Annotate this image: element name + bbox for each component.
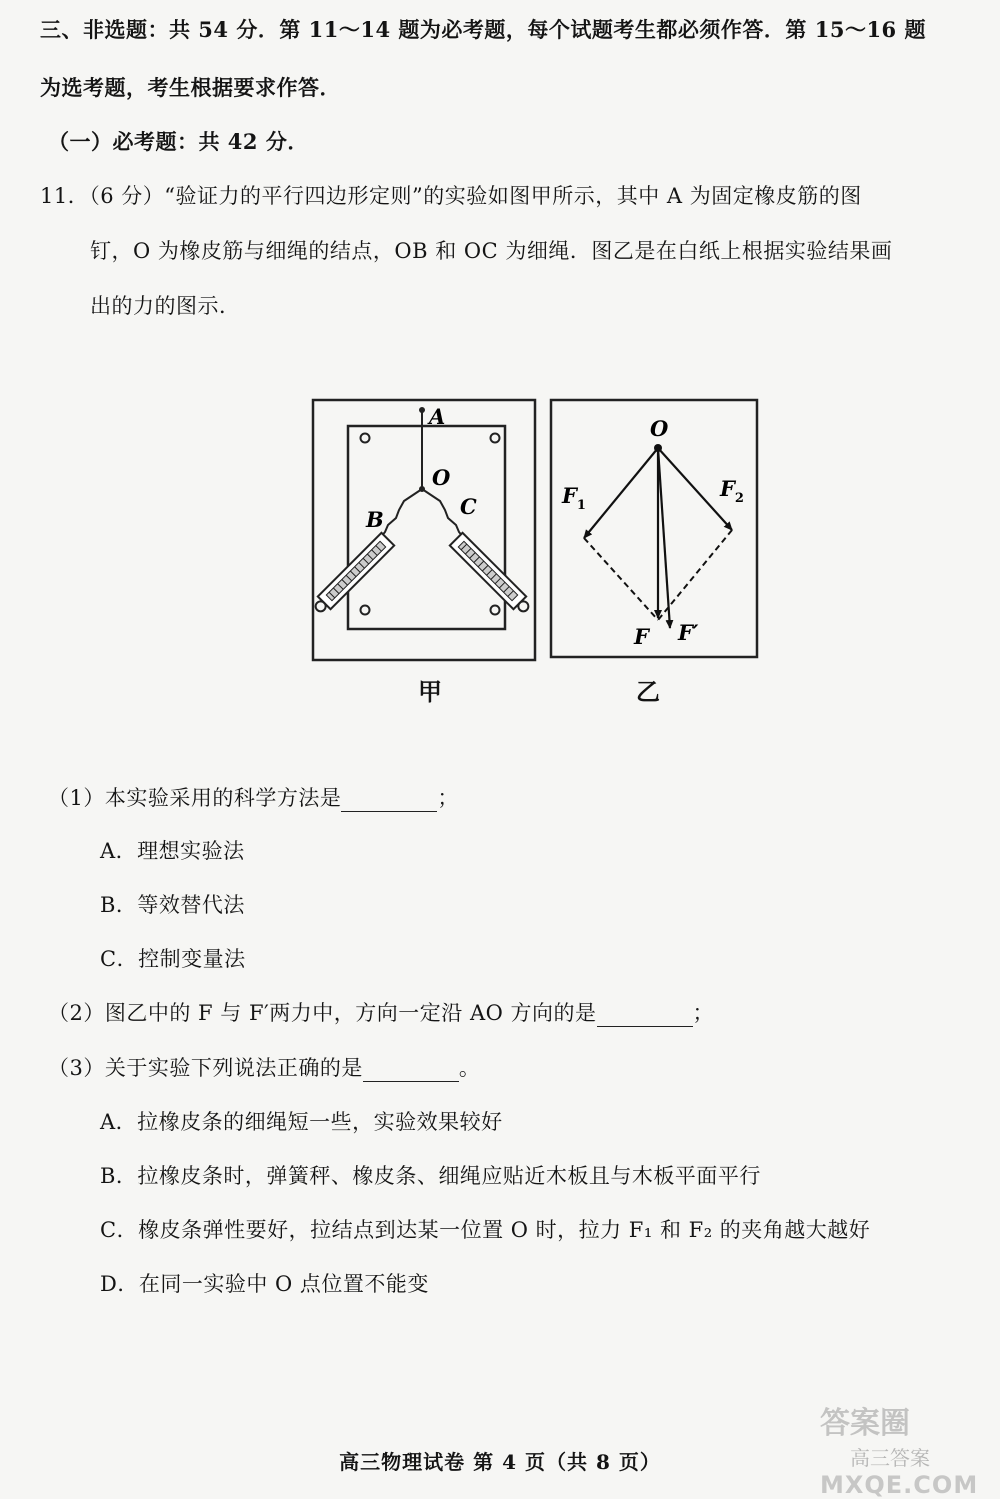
point-a-dot — [419, 407, 425, 413]
figure-jia — [311, 400, 535, 660]
part3-stem: （3）关于实验下列说法正确的是 。 — [48, 1056, 481, 1080]
part3-option-a: A．拉橡皮条的细绳短一些，实验效果较好 — [100, 1110, 503, 1134]
question-11-line2: 钉，O 为橡皮筋与细绳的结点，OB 和 OC 为细绳．图乙是在白纸上根据实验结果画 — [90, 239, 893, 263]
thumbtack-icon — [361, 434, 370, 443]
page-footer: 高三物理试卷 第 4 页（共 8 页） — [339, 1450, 661, 1474]
thumbtack-icon — [491, 434, 500, 443]
parallelogram-dash-left — [584, 538, 658, 620]
part1-stem: （1）本实验采用的科学方法是 ； — [48, 786, 459, 810]
spring-scale-left-icon — [311, 533, 394, 616]
part1-option-a: A．理想实验法 — [100, 839, 245, 863]
watermark-url: MXQE.COM — [820, 1471, 979, 1499]
part1-option-b: B．等效替代法 — [100, 893, 245, 917]
figure-yi — [551, 400, 757, 657]
label-a: A — [429, 404, 446, 429]
spring-scale-right-icon — [450, 533, 533, 616]
yi-label-f: F — [634, 624, 649, 649]
label-c: C — [460, 494, 477, 519]
question-11-line3: 出的力的图示． — [90, 294, 241, 318]
force-f-prime-arrow — [658, 448, 670, 628]
thumbtack-icon — [361, 606, 370, 615]
question-11-line1: 11．（6 分）“验证力的平行四边形定则”的实验如图甲所示，其中 A 为固定橡皮筋的图 — [40, 184, 862, 208]
label-b: B — [366, 507, 384, 532]
thumbtack-icon — [491, 606, 500, 615]
jia-frame — [313, 400, 535, 660]
part3-answer-blank[interactable] — [363, 1057, 459, 1082]
part1-answer-blank[interactable] — [341, 787, 437, 812]
yi-label-f1: $F_1$ — [562, 483, 586, 513]
figure-caption-jia: 甲 — [418, 677, 442, 706]
label-o: O — [432, 465, 451, 490]
watermark-sub: 高三答案 — [850, 1446, 930, 1470]
part3-option-b: B．拉橡皮条时，弹簧秤、橡皮条、细绳应贴近木板且与木板平面平行 — [100, 1164, 761, 1188]
part3-option-d: D．在同一实验中 O 点位置不能变 — [100, 1272, 429, 1296]
string-oc — [422, 489, 464, 538]
yi-label-o: O — [650, 416, 669, 441]
force-f1-arrow — [584, 448, 658, 538]
watermark-logo — [820, 1398, 978, 1499]
part2-stem: （2）图乙中的 F 与 F′两力中，方向一定沿 AO 方向的是 ； — [48, 1001, 715, 1025]
string-ob — [380, 489, 422, 538]
yi-label-f-prime: F′ — [678, 620, 699, 645]
part3-option-c: C．橡皮条弹性要好，拉结点到达某一位置 O 时，拉力 F₁ 和 F₂ 的夹角越大越好 — [100, 1218, 871, 1242]
yi-label-f2: $F_2$ — [720, 476, 744, 506]
watermark-main: 答案圈 — [820, 1406, 910, 1441]
section-heading-line1: 三、非选题：共 54 分．第 11～14 题为必考题，每个试题考生都必须作答．第 15～16 题 — [40, 17, 926, 42]
figure-caption-yi: 乙 — [636, 677, 660, 706]
part1-option-c: C．控制变量法 — [100, 947, 246, 971]
section-heading-line2: 为选考题，考生根据要求作答． — [40, 75, 341, 100]
required-heading: （一）必考题：共 42 分． — [48, 129, 309, 154]
part2-answer-blank[interactable] — [597, 1002, 693, 1027]
experiment-figure — [300, 390, 770, 710]
